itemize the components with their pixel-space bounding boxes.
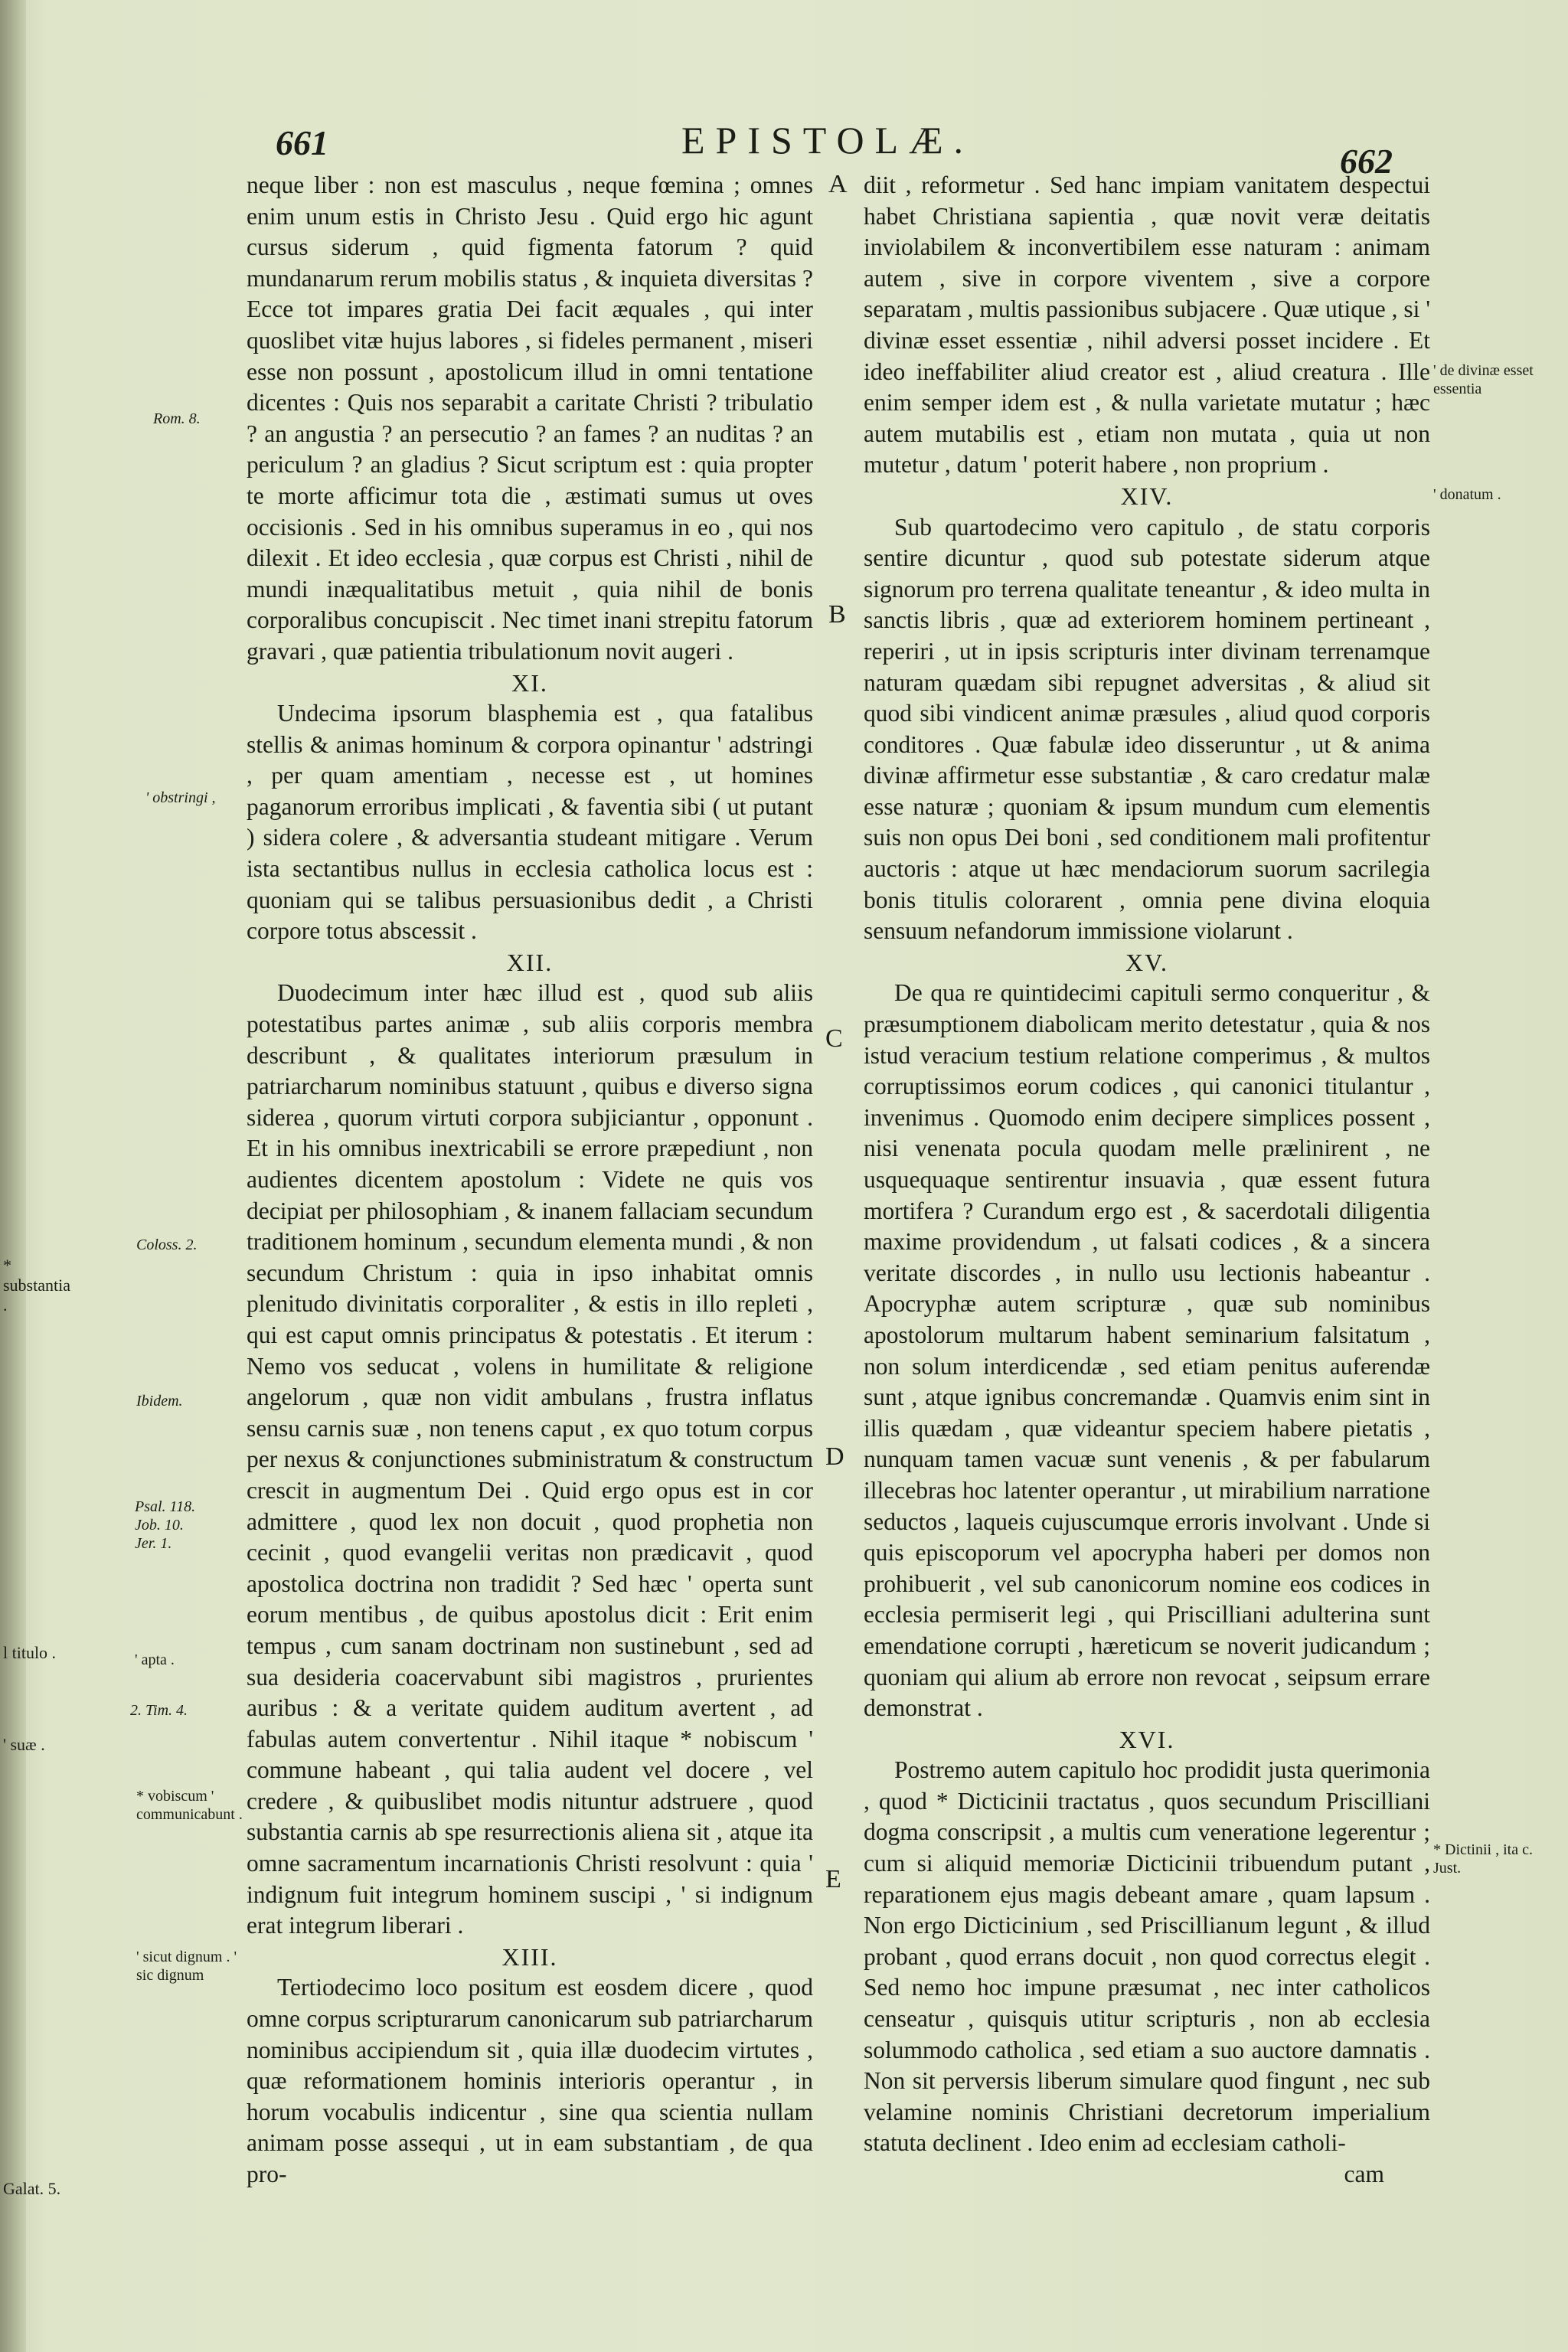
edge-fragment-galat: Galat. 5. [3,2179,61,2198]
margin-note-donatum: ' donatum . [1433,486,1501,503]
margin-note-apta: ' apta . [135,1651,175,1668]
paragraph-continuation-right: diit , reformetur . Sed hanc impiam vanitatem despectui habet Christiana sapientia , quæ novit veræ deitatis inviolabilem & inconvertibilem esse naturam : animam autem , sive in corpore viventem , sive a corpore separatam , multis passionibus subjacere . Quæ utique , si ' divinæ esset essentiæ , nihil adversi posset incidere . Et ideo ineffabiliter aliud creator est , aliud creatura . Ille enim semper idem est , & nulla varietate mutatur ; hæc autem mutabilis est , etiam non mutata , quia ut non mutetur , datum ' poterit habere , non proprium . [864,172,1430,479]
section-heading-xvi: XVI. [1119,1725,1175,1753]
section-letter-d: D [825,1442,844,1471]
paragraph-xi: Undecima ipsorum blasphemia est , qua fatalibus stellis & animas hominum & corpora opinantur ' adstringi , per quam amentiam , necesse est , ut homines paganorum erroribus implicati , & faventia sibi ( ut putant ) sidera colere , & adversantia studeant mitigare . Verum ista sectantibus nullus in ecclesia catholica locus est : quoniam qui se talibus persuasionibus dedit , a Christi corpore totus abscessit . [247,700,813,945]
margin-note-sicut-dignum: ' sicut dignum . ' sic dignum [136,1949,237,1984]
paragraph-xv: De qua re quintidecimi capituli sermo conqueritur , & præsumptionem diabolicam merito detestatur , quia & nos istud veracium testium relatione comperimus , & multos corruptissimos eorum codices , qui canonici titulantur , invenimus . Quomodo enim decipere simplices possent , nisi venenata pocula quodam melle prælinirent , ne usquequaque sentirentur insuavia , quæ essent futura mortifera ? Curandum ergo est , & sacerdotali diligentia maxime providendum , ut falsati codices , & a sincera veritate discordes , in nullo usu lectionis habeantur . Apocryphæ autem scripturæ , quæ sub nominibus apostolorum multarum habent seminarium falsitatum , non solum interdicendæ , sed etiam penitus auferendæ sunt , atque ignibus concremandæ . Quamvis enim sint in illis quædam , quæ videantur speciem habere pietatis , nunquam tamen vacuæ sunt venenis , & per fabularum illecebras hoc latenter operantur , ut mirabilium narratione seductos , laqueis cujuscumque erroris involvant . Unde si quis episcoporum vel apocrypha haberi per domos non prohibuerit , vel sub canonicorum nomine eos codices in ecclesia permiserit legi , qui Priscilliani adulterina sunt emendatione corrupti , hæreticum se noverit judicandum ; quoniam qui alium ab errore non revocat , seipsum errare demonstrat . [864,979,1430,1722]
margin-note-vobiscum: * vobiscum ' communicabunt . [136,1788,243,1823]
paragraph-xvi: Postremo autem capitulo hoc prodidit justa querimonia , quod * Dicticinii tractatus , quos secundum Priscilliani dogma conscripsit , a multis cum veneratione legerentur ; cum si aliquid memoriæ Dicticinii tribuendum putant , reparationem ejus magis debeant amare , quam lapsum . Non ergo Dicticinium , sed Priscillianum legunt , & illud probant , quod errans docuit , non quod correctus elegit . Sed nemo hoc impune præsumat , nec inter catholicos censeatur , quisquis utitur scripturis , non ab ecclesia solummodo catholica , sed etiam a suo auctore damnatis . Non sit perversis liberum simulare quod fingunt , nec sub velamine nominis Christiani decretorum imperialium statuta declinent . Ideo enim ad ecclesiam catholi- [864,1756,1430,2157]
section-heading-xi: XI. [511,668,548,697]
section-letter-e: E [825,1865,841,1893]
edge-fragment-titulo: l titulo . [3,1643,57,1662]
paragraph-xiii: Tertiodecimo loco positum est eosdem dicere , quod omne corpus scripturarum canonicarum sub patriarcharum nominibus accipiendum sit , quia illæ duodecim virtutes , quæ reformationem hominis interioris operantur , in horum vocabulis indicentur , sine qua scientia nullam animam posse assequi , ut in eam substantiam , de qua pro- [247,1974,813,2187]
catchword: cam [1344,2161,1384,2187]
margin-ref-rom: Rom. 8. [153,410,201,427]
section-heading-xiv: XIV. [1120,482,1174,510]
page-header [0,107,1568,181]
right-text-column [864,170,1430,2190]
margin-ref-ibidem: Ibidem. [136,1393,183,1410]
paragraph-xiv: Sub quartodecimo vero capitulo , de statu corporis sentire dicuntur , quod sub potestate siderum atque signorum pro terrena qualitate teneantur , & ideo multa in sanctis libris , quæ ad exteriorem hominem pertineant , reperiri , ut in ipsis scripturis inter divinam terrenamque naturam quædam sibi repugnet adversitas , & aliud sit quod sibi vindicent animæ præsules , aliud quod corporis conditores . Quæ fabulæ ideo disseruntur , ut & anima divinæ affirmetur esse substantiæ , & caro credatur malæ esse naturæ ; quoniam & ipsum mundum cum elementis suis non opus Dei boni , sed conditionem mali profitentur auctoris : atque ut hæc mendaciorum suorum sacrilegia bonis titulis colorarent , omnia pene divina eloquia sensuum nefandorum immissione violarunt . [864,513,1430,945]
paragraph-xii: Duodecimum inter hæc illud est , quod sub aliis potestatibus partes animæ , sub aliis corporis membra describunt , & qualitates interiorum præsulum in patriarcharum nominibus statuunt , quibus e diverso signa siderea , quorum virtuti corpora subjiciantur , opponunt . Et in his omnibus inextricabili se errore præpediunt , non audientes dicentem apostolum : Videte ne quis vos decipiat per philosophiam , & inanem fallaciam secundum traditionem hominum , secundum elementa mundi , & non secundum Christum : quia in ipso inhabitat omnis plenitudo divinitatis corporaliter , & estis in illo repleti , qui est caput omnis principatus & potestatis . Et iterum : Nemo vos seducat , volens in humilitate & religione angelorum , quæ non vidit ambulans , frustra inflatus sensu carnis suæ , non tenens caput , ex quo totum corpus per nexus & conjunctiones subministratum & constructum crescit in augmentum Dei . Quid ergo opus est in cor admittere , quod lex non docuit , quod prophetia non cecinit , quod evangelii veritas non prædicavit , quod apostolica doctrina non tradidit ? Sed hæc ' operta sunt eorum mentibus , de quibus apostolus dicit : Erit enim tempus , cum sanam doctrinam non sustinebunt , sed ad sua desideria coacervabunt sibi magistros , prurientes auribus : & a veritate quidem auditum avertent , ad fabulas autem convertentur . Nihil itaque * nobiscum ' commune habeant , qui talia audent vel docere , vel credere , & quibuslibet modis nituntur adstruere , quod substantia carnis ab spe resurrectionis aliena sit , atque ita omne sacramentum incarnationis Christi resolvunt : quia ' indignum fuit integrum hominem suscipi , ' si indignum erat integrum liberari . [247,979,813,1939]
edge-fragment-suae: ' suæ . [3,1735,45,1754]
margin-ref-coloss: Coloss. 2. [136,1236,198,1253]
paragraph-continuation: neque liber : non est masculus , neque fœmina ; omnes enim unum estis in Christo Jesu . Quid ergo hic agunt cursus siderum , quid figmenta fatorum ? quid mundanarum rerum mobilis status , & inquieta diversitas ? Ecce tot impares gratia Dei facit æquales , qui inter quoslibet vitæ hujus labores , si fideles permanent , miseri esse non possunt , apostolicum illud in omni tentatione dicentes : Quis nos separabit a caritate Christi ? tribulatio ? an angustia ? an persecutio ? an fames ? an nuditas ? an periculum ? an gladius ? Sicut scriptum est : quia propter te morte afficimur tota die , æstimati sumus ut oves occisionis . Sed in his omnibus superamus in eo , qui nos dilexit . Et ideo ecclesia , quæ corpus est Christi , nihil de mundi inæqualitatibus metuit , quia nihil de bonis corporalibus concupiscit . Nec timet inani strepitu fatorum gravari , quæ patientia tribulationum novit augeri . [247,172,813,665]
section-heading-xiii: XIII. [501,1942,558,1971]
section-heading-xii: XII. [506,948,554,976]
edge-fragment-substantia: * substantia . [3,1256,70,1315]
margin-note-de-divinae: ' de divinæ esset essentia [1433,362,1534,397]
margin-note-obstringi: ' obstringi , [145,789,216,806]
section-letter-b: B [828,600,846,629]
left-text-column [247,170,813,2190]
binding-gutter [0,0,26,2352]
running-title: EPISTOLÆ. [681,119,975,162]
margin-ref-psal: Psal. 118. Job. 10. Jer. 1. [135,1498,196,1552]
page-number-left: 661 [276,123,328,162]
section-heading-xv: XV. [1125,948,1169,976]
section-letter-a: A [828,170,848,198]
margin-note-dictinii: * Dictinii , ita c. Just. [1433,1841,1533,1877]
page-number-right: 662 [1340,142,1393,181]
section-letter-c: C [825,1024,843,1053]
margin-ref-tim: 2. Tim. 4. [130,1702,188,1719]
